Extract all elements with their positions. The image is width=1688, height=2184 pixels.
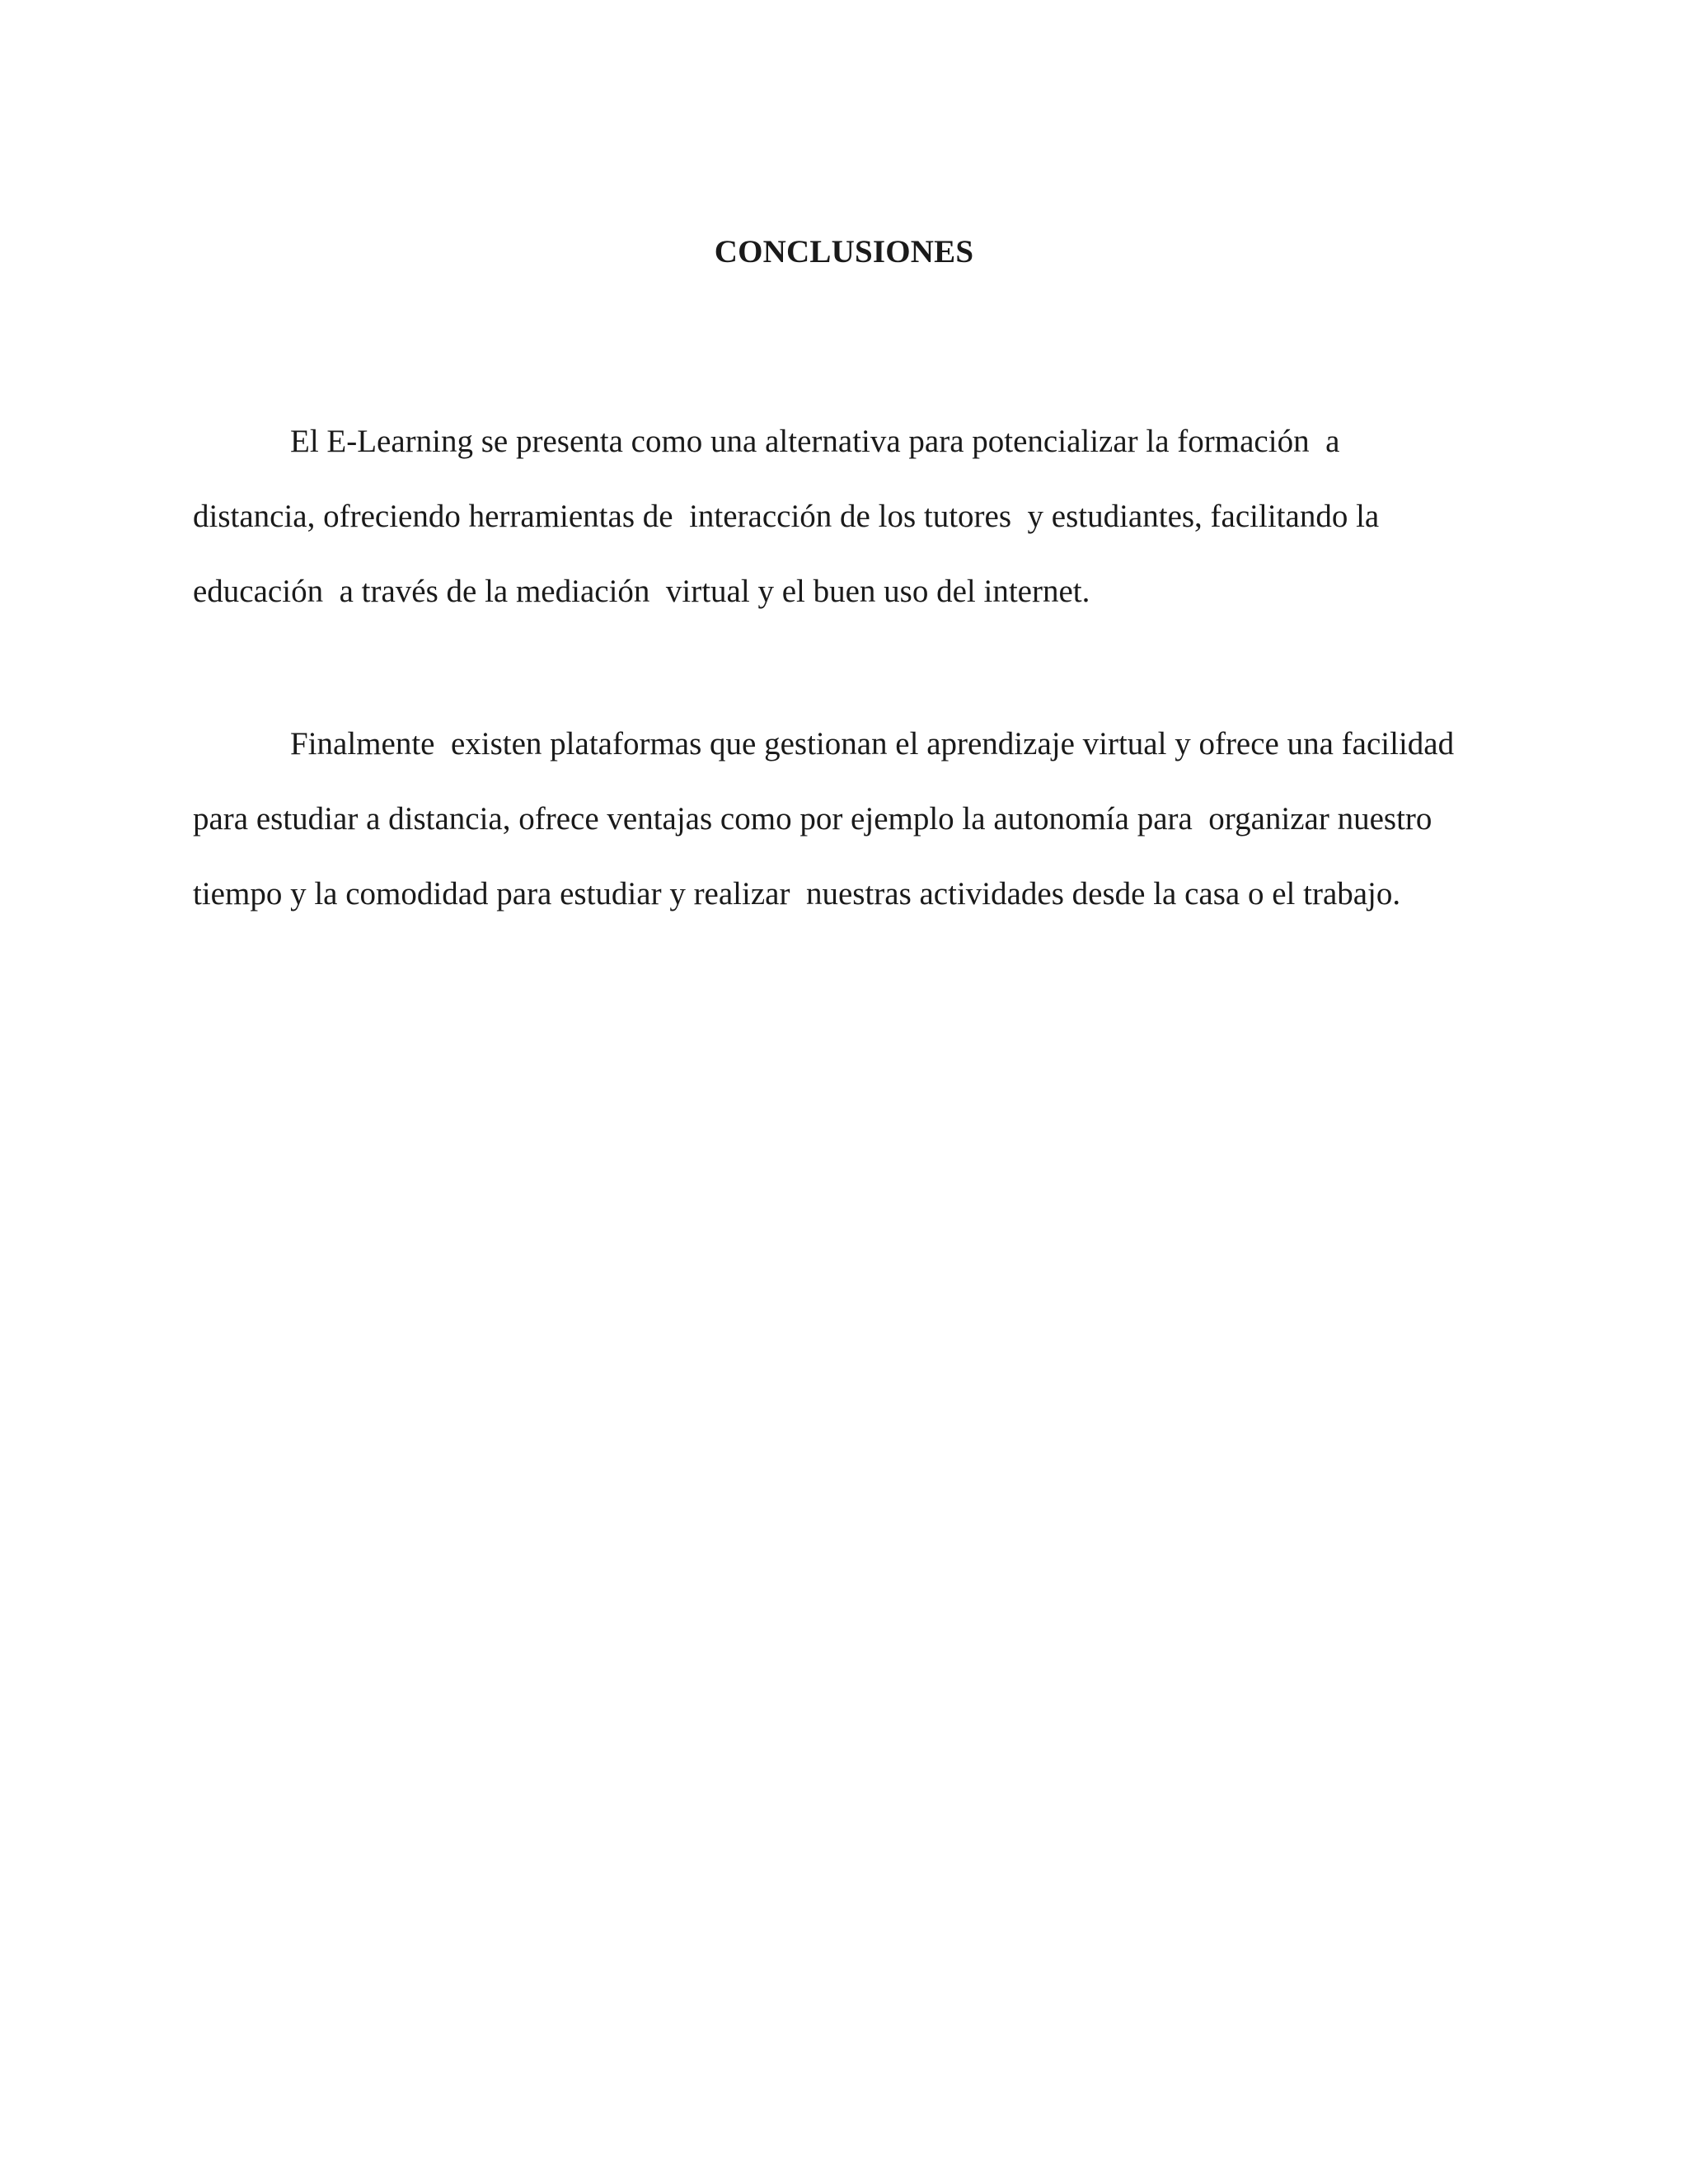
paragraph-2-line-2: para estudiar a distancia, ofrece ventajas como por ejemplo la autonomía para organizar nuestro (193, 801, 1432, 837)
page-title: CONCLUSIONES (714, 234, 974, 269)
paragraph-1-line-3: educación a través de la mediación virtual y el buen uso del internet. (193, 574, 1090, 609)
paragraph-1-line-1: El E-Learning se presenta como una alternativa para potencializar la formación a (290, 424, 1340, 459)
paragraph-1 (193, 404, 1512, 629)
paragraph-1-line-2: distancia, ofreciendo herramientas de interacción de los tutores y estudiantes, facilitando la (193, 499, 1380, 534)
paragraph-2 (193, 706, 1512, 931)
paragraph-2-line-1: Finalmente existen plataformas que gestionan el aprendizaje virtual y ofrece una facilidad (290, 726, 1455, 762)
paragraph-2-line-3: tiempo y la comodidad para estudiar y realizar nuestras actividades desde la casa o el trabajo. (193, 876, 1401, 912)
